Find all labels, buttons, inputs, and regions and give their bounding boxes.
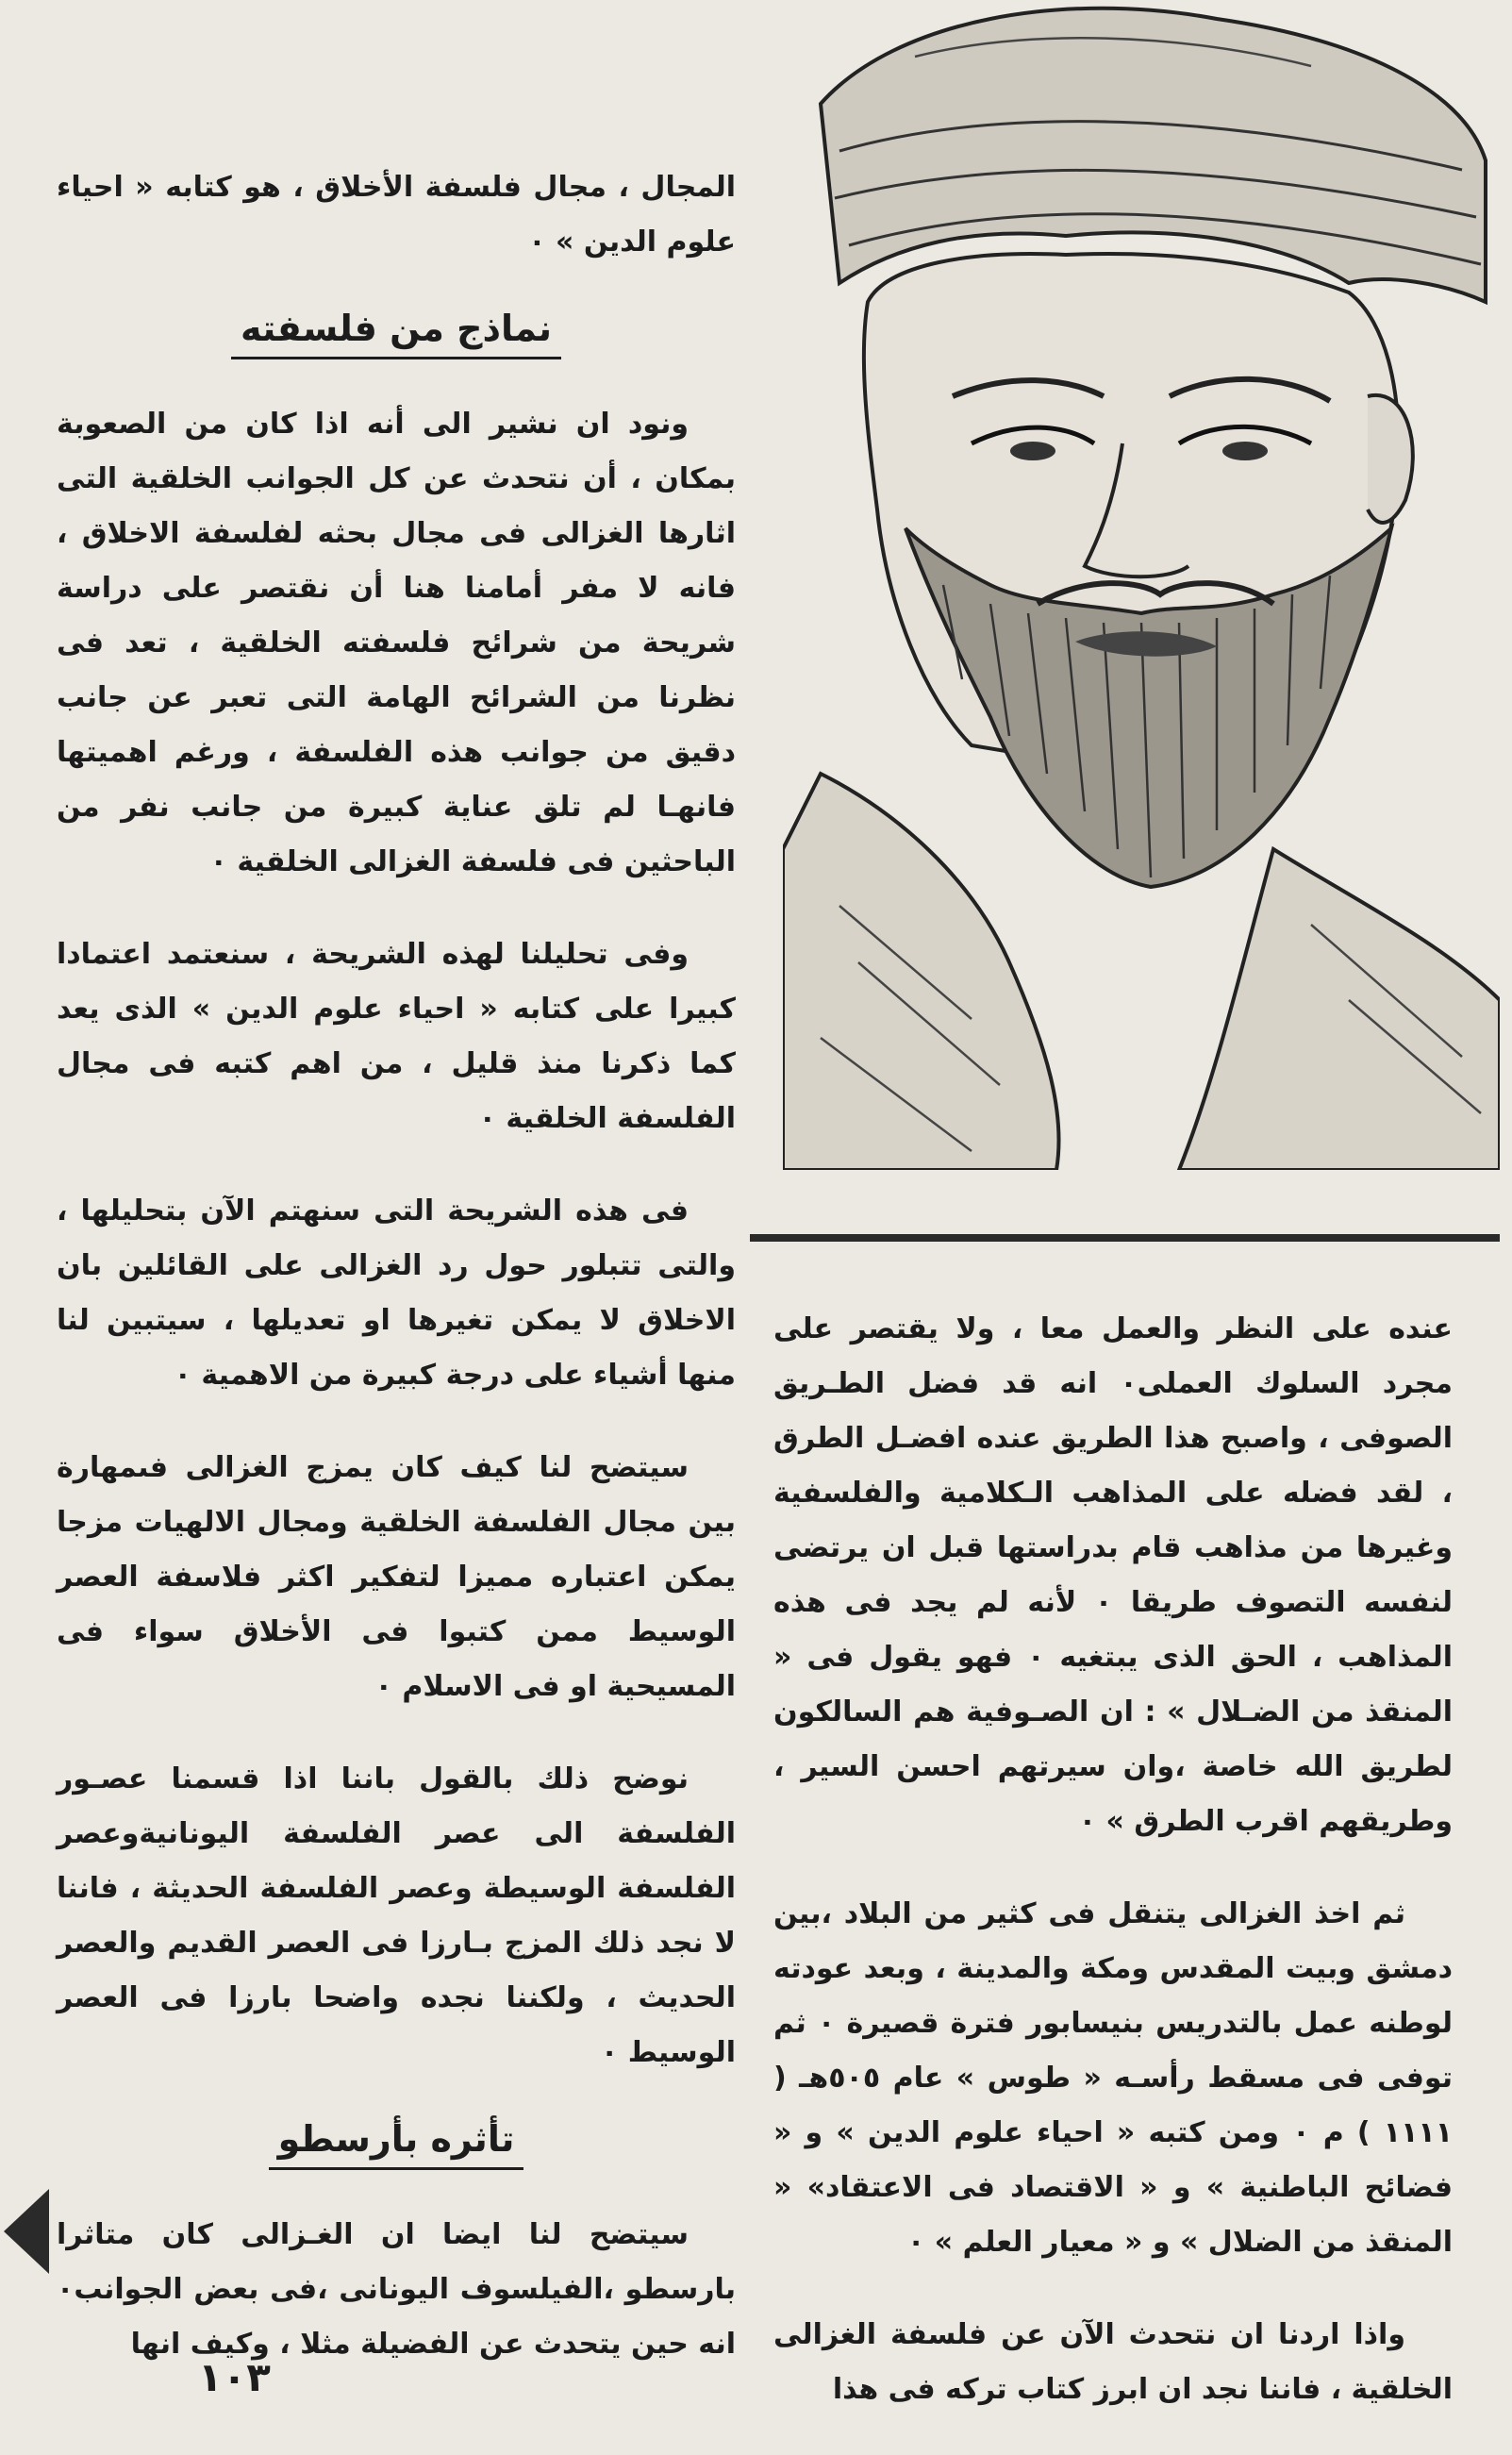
- paragraph: ونود ان نشير الى أنه اذا كان من الصعوبة بمكان ، أن نتحدث عن كل الجوانب الخلقية التى اثارها الغزالى فى مجال بحثه لفلسفة الاخلاق ، فانه لا مفر أمامنا هنا أن نقتصر على دراسة شريحة من شرائح فلسفته الخلقية ، تعد فى نظرنا من الشرائح الهامة التى تعبر عن جانب دقيق من جوانب هذه الفلسفة ، ورغم اهميتها فانهـا لم تلق عناية كبيرة من جانب نفر من الباحثين فى فلسفة الغزالى الخلقية ٠: [57, 408, 736, 878]
- paragraph: واذا اردنا ان نتحدث الآن عن فلسفة الغزالى الخلقية ، فاننا نجد ان ابرز كتاب تركه فى هذا: [773, 2318, 1453, 2406]
- heading-text: تأثره بأرسطو: [269, 2118, 524, 2170]
- left-column: [57, 160, 736, 2410]
- right-column: [773, 1302, 1453, 2455]
- continue-arrow-icon: [4, 2189, 49, 2274]
- paragraph: نوضح ذلك بالقول باننا اذا قسمنا عصـور الفلسفة الى عصر الفلسفة اليونانيةوعصر الفلسفة الوسيطة وعصر الفلسفة الحديثة ، فاننا لا نجد ذلك المزج بـارزا فى العصر القديم والعصر الحديث ، ولكننا نجده واضحا بارزا فى العصر الوسيط ٠: [57, 1762, 736, 2069]
- paragraph: سيتضح لنا ايضا ان الغـزالى كان متاثرا بارسطو ،الفيلسوف اليونانى ،فى بعض الجوانب٠ انه حين يتحدث عن الفضيلة مثلا ، وكيف انها: [57, 2218, 736, 2361]
- paragraph: وفى تحليلنا لهذه الشريحة ، سنعتمد اعتمادا كبيرا على كتابه « احياء علوم الدين » الذى يعد كما ذكرنا منذ قليل ، من اهم كتبه فى مجال الفلسفة الخلقية ٠: [57, 938, 736, 1135]
- paragraph: سيتضح لنا كيف كان يمزج الغزالى فىمهارة بين مجال الفلسفة الخلقية ومجال الالهيات مزجا يمكن اعتباره مميزا لتفكير اكثر فلاسفة العصر الوسيط ممن كتبوا فى الأخلاق سواء فى المسيحية او فى الاسلام ٠: [57, 1451, 736, 1703]
- section-divider: [750, 1234, 1500, 1242]
- paragraph: ثم اخذ الغزالى يتنقل فى كثير من البلاد ،بين دمشق وبيت المقدس ومكة والمدينة ، وبعد عودته لوطنه عمل بالتدريس بنيسابور فترة قصيرة ٠ ثم توفى فى مسقط رأسـه « طوس » عام ٥٠٥هـ ( ١١١١ ) م ٠ ومن كتبه « احياء علوم الدين » و « فضائح الباطنية » و « الاقتصاد فى الاعتقاد» « المنقذ من الضلال » و « معيار العلم » ٠: [773, 1897, 1454, 2259]
- portrait-illustration: [783, 0, 1500, 1170]
- section-heading-examples: [57, 308, 736, 359]
- paragraph: عنده على النظر والعمل معا ، ولا يقتصر على مجرد السلوك العملى٠ انه قد فضل الطـريق الصوفى ، واصبح هذا الطريق عنده افضـل الطرق ، لقد فضله على المذاهب الـكلامية والفلسفية وغيرها من مذاهب قام بدراستها قبل ان يرتضى لنفسه التصوف طريقا ٠ لأنه لم يجد فى هذه المذاهب ، الحق الذى يبتغيه ٠ فهو يقول فى « المنقذ من الضـلال » : ان الصـوفية هم السالكون لطريق الله خاصة ،وان سيرتهم احسن السير ، وطريقهم اقرب الطرق » ٠: [773, 1312, 1453, 1838]
- page-number: ١٠٣: [198, 2354, 271, 2400]
- section-heading-aristotle: [57, 2118, 736, 2170]
- intro-paragraph: المجال ، مجال فلسفة الأخلاق ، هو كتابه « احياء علوم الدين » ٠: [57, 171, 736, 259]
- heading-text: نماذج من فلسفته: [231, 308, 561, 359]
- paragraph: فى هذه الشريحة التى سنهتم الآن بتحليلها ، والتى تتبلور حول رد الغزالى على القائلين بان الاخلاق لا يمكن تغيرها او تعديلها ، سيتبين لنا منها أشياء على درجة كبيرة من الاهمية ٠: [57, 1194, 736, 1392]
